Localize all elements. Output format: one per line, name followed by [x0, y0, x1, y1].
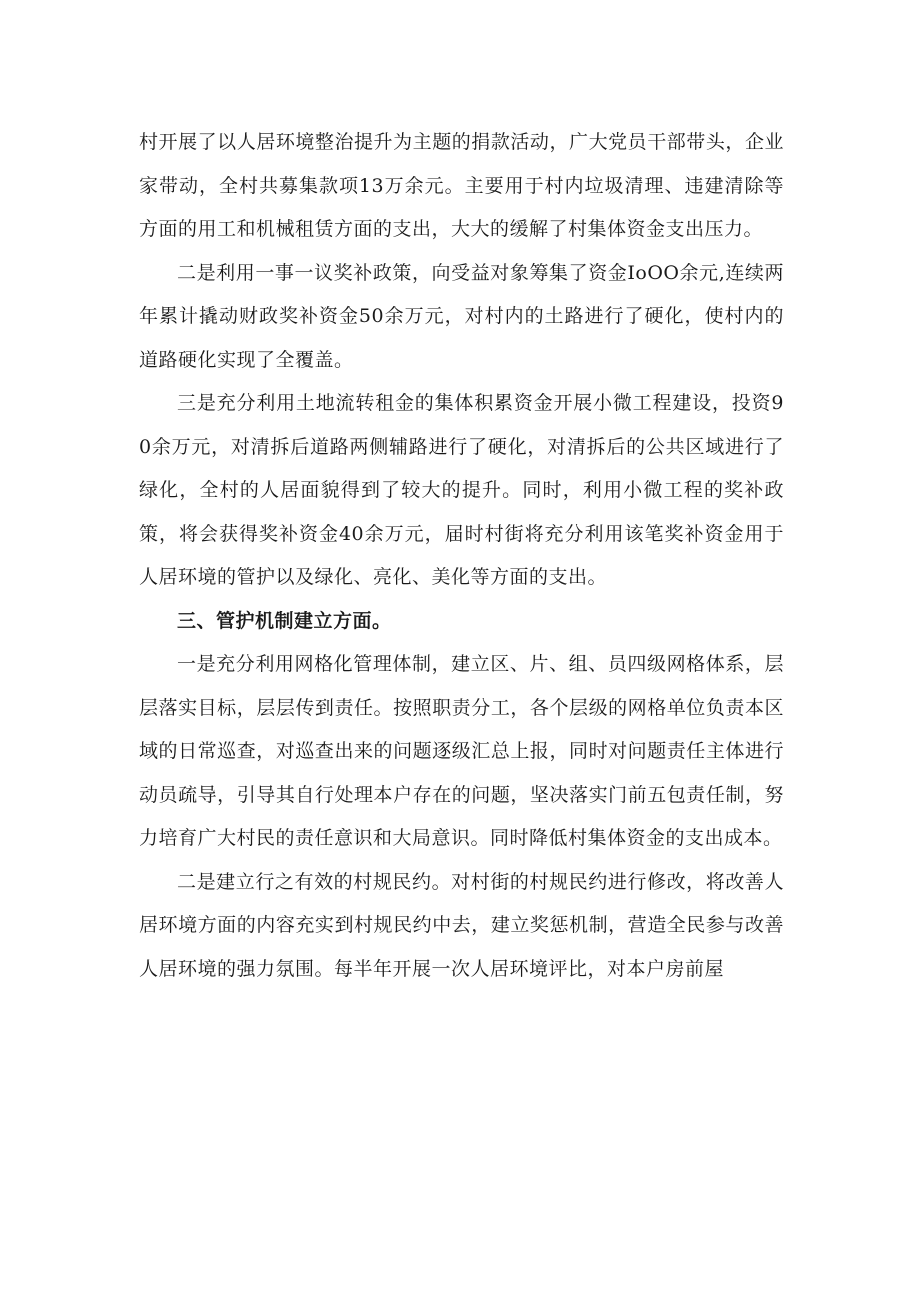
section-heading: 三、管护机制建立方面。 [177, 609, 392, 632]
paragraph-1: 村开展了以人居环境整治提升为主题的捐款活动，广大党员干部带头，企业家带动，全村共募集款项13万余元。主要用于村内垃圾清理、违建清除等方面的用工和机械租赁方面的支出，大大的缓解了村集体资金支出压力。 [139, 131, 784, 240]
document-body [139, 121, 784, 991]
paragraph-5: 二是建立行之有效的村规民约。对村街的村规民约进行修改，将改善人居环境方面的内容充实到村规民约中去，建立奖惩机制，营造全民参与改善人居环境的强力氛围。每半年开展一次人居环境评比，对本户房前屋 [139, 870, 784, 980]
paragraph-2: 二是利用一事一议奖补政策，向受益对象筹集了资金IoOO余元,连续两年累计撬动财政奖补资金50余万元，对村内的土路进行了硬化，使村内的道路硬化实现了全覆盖。 [139, 261, 784, 371]
paragraph-4: 一是充分利用网格化管理体制，建立区、片、组、员四级网格体系，层层落实目标，层层传到责任。按照职责分工，各个层级的网格单位负责本区域的日常巡查，对巡查出来的问题逐级汇总上报，同时对问题责任主体进行动员疏导，引导其自行处理本户存在的问题，坚决落实门前五包责任制，努力培育广大村民的责任意识和大局意识。同时降低村集体资金的支出成本。 [139, 653, 784, 849]
paragraph-3: 三是充分利用土地流转租金的集体积累资金开展小微工程建设，投资90余万元，对清拆后道路两侧辅路进行了硬化，对清拆后的公共区域进行了绿化，全村的人居面貌得到了较大的提升。同时，利用小微工程的奖补政策，将会获得奖补资金40余万元，届时村街将充分利用该笔奖补资金用于人居环境的管护以及绿化、亮化、美化等方面的支出。 [139, 392, 784, 588]
